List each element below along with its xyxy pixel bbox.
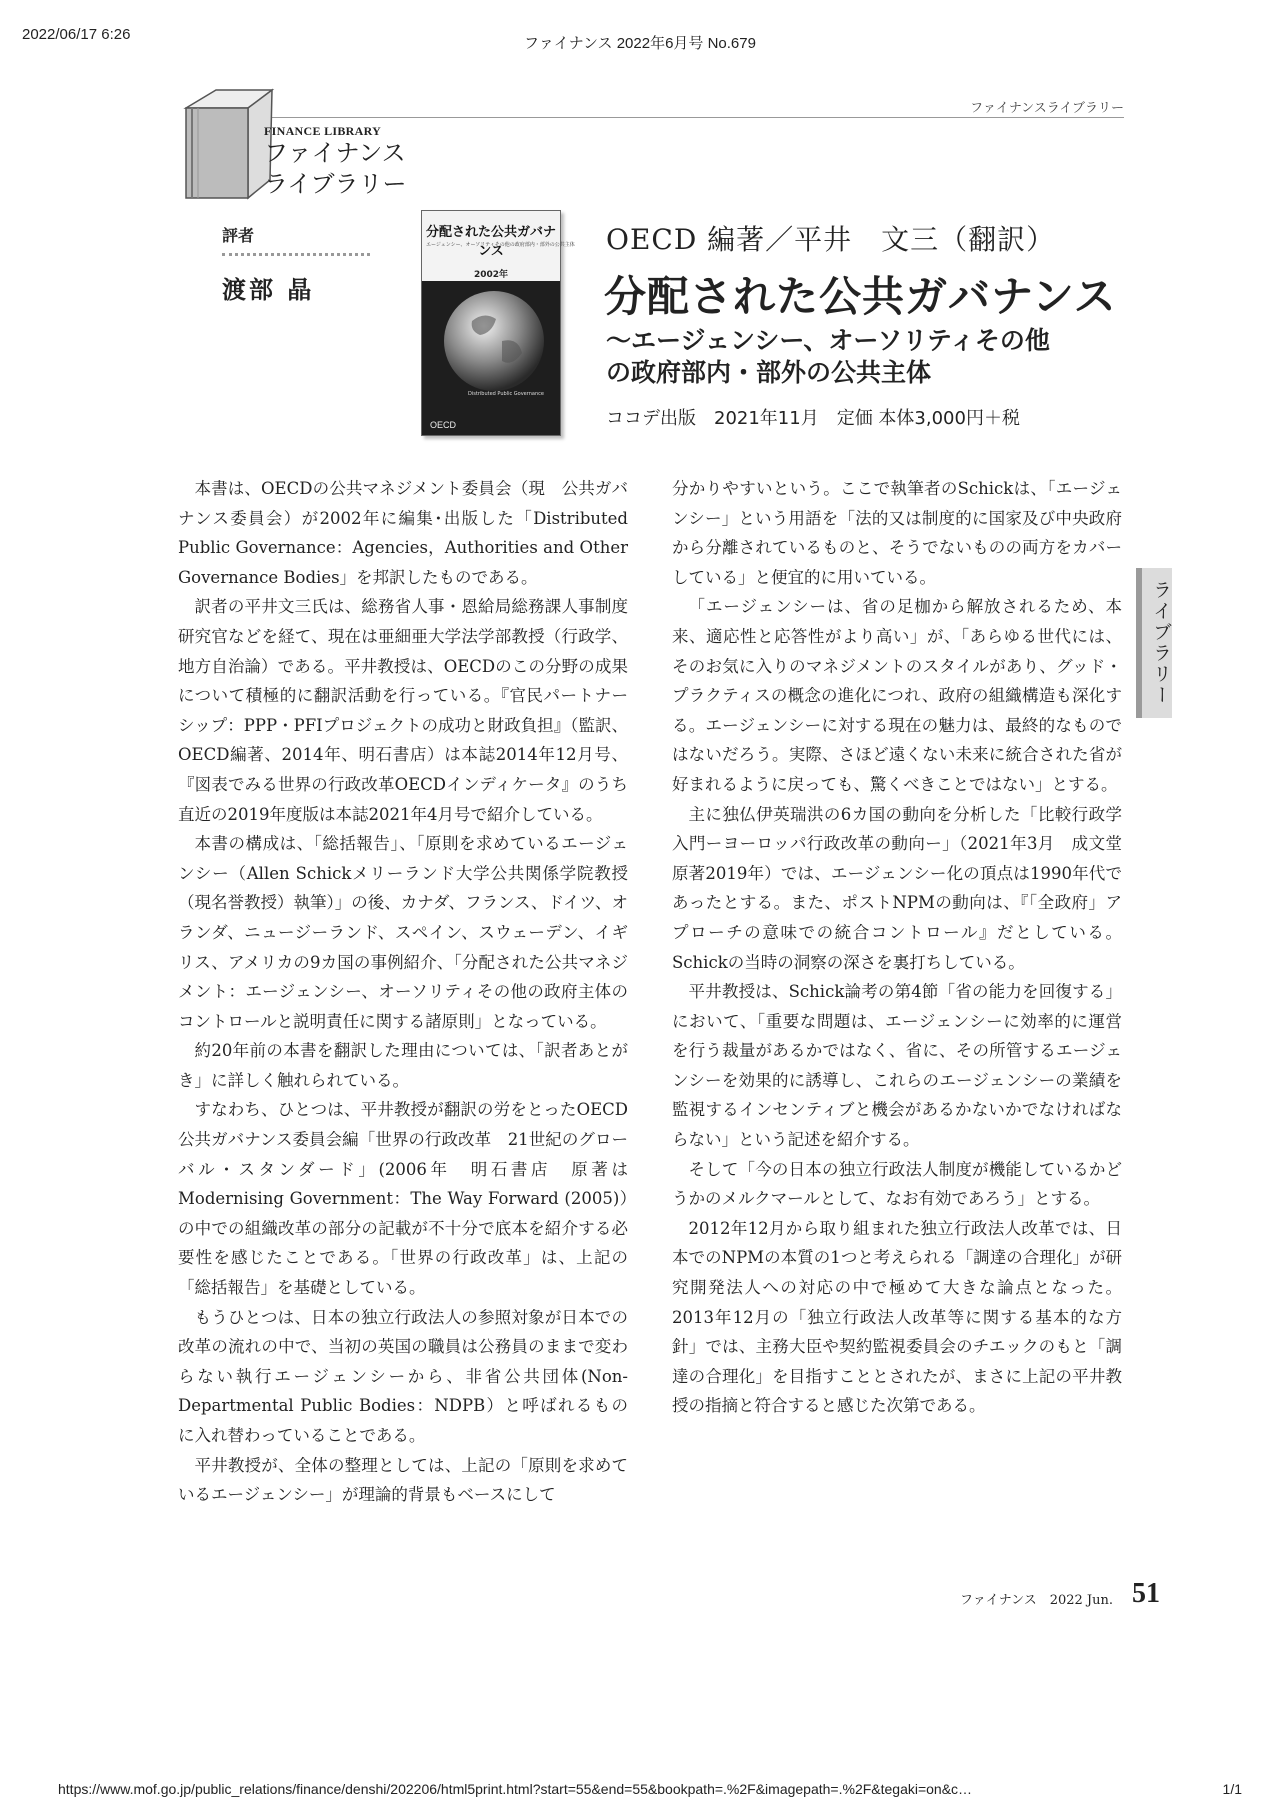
book-cover — [421, 210, 575, 436]
paragraph: 訳者の平井文三氏は、総務省人事・恩給局総務課人事制度研究官などを経て、現在は亜細亜大学法学部教授（行政学、地方自治論）である。平井教授は、OECDのこの分野の成果について積極的に翻訳活動を行っている。『官民パートナーシップ：PPP・PFIプロジェクトの成功と財政負担』（監訳、OECD編著、2014年、明石書店）は本誌2014年12月号、『図表でみる世界の行政改革OECDインディケータ』のうち直近の2019年度版は本誌2021年4月号で紹介している。 — [178, 597, 628, 824]
reviewer-name: 渡部 晶 — [222, 276, 315, 304]
paragraph: 主に独仏伊英瑞洪の6カ国の動向を分析した「比較行政学入門ーヨーロッパ行政改革の動向ー」（2021年3月 成文堂 原著2019年）では、エージェンシー化の頂点は1990年代であったとする。また、ポストNPMの動向は、『「全政府」アプローチの意味での統合コントロール』だとしている。Schickの当時の洞察の深さを裏打ちしている。 — [672, 804, 1139, 972]
section-label: ファイナンスライブラリー — [970, 101, 1124, 116]
print-url: https://www.mof.go.jp/public_relations/finance/denshi/202206/html5print.html?start=55&end=55&bookpath=.%2F&imagepath=.%2F&tegaki=on&c… — [58, 1781, 973, 1797]
cover-oecd-logo: OECD — [430, 420, 457, 430]
reviewer-divider — [222, 253, 370, 256]
folio-label: ファイナンス 2022 Jun. — [960, 1593, 1114, 1608]
cover-year: 2002年 — [473, 270, 509, 280]
review-body-right-column — [672, 474, 1139, 1421]
cover-subtitle: エージェンシー、オーソリティその他の政府部内・部外の公共主体 — [426, 242, 575, 248]
side-tab-library — [1136, 568, 1172, 718]
paragraph: 約20年前の本書を翻訳した理由については、「訳者あとがき」に詳しく触れられている。 — [178, 1041, 628, 1090]
book-subtitle — [606, 325, 1050, 389]
cover-globe-image — [422, 281, 560, 435]
print-page-count: 1/1 — [1222, 1781, 1242, 1797]
print-datetime: 2022/06/17 6:26 — [22, 26, 131, 43]
side-tab-label: ライブラリー — [1150, 580, 1172, 706]
book-author: OECD 編著／平井 文三（翻訳） — [606, 223, 1056, 256]
review-body-left-column — [178, 474, 628, 1510]
reviewer-label: 評者 — [222, 226, 255, 245]
paragraph: 分かりやすいという。ここで執筆者のSchickは、「エージェンシー」という用語を「法的又は制度的に国家及び中央政府から分離されているものと、そうでないものの両方をカバーしている」と便宜的に用いている。 — [672, 479, 1122, 587]
book-subtitle-line1: ～エージェンシー、オーソリティその他 — [606, 326, 1050, 355]
book-title: 分配された公共ガバナンス — [604, 272, 1117, 321]
paragraph: 平井教授は、Schick論考の第4節「省の能力を回復する」において、「重要な問題は、エージェンシーに効率的に運営を行う裁量があるかではなく、省に、その所管するエージェンシーを効果的に誘導し、これらのエージェンシーの業績を監視するインセンティブと機会があるかないかでなければならない」という記述を紹介する。 — [672, 982, 1122, 1150]
section-rule — [200, 117, 1124, 118]
globe-icon — [422, 281, 560, 435]
paragraph: 2012年12月から取り組まれた独立行政法人改革では、日本でのNPMの本質の1つと考えられる「調達の合理化」が研究開発法人への対応の中で極めて大きな論点となった。2013年12月の「独立行政法人改革等に関する基本的な方針」では、主務大臣や契約監視委員会のチエックのもと「調達の合理化」を目指すこととされたが、まさに上記の平井教授の指摘と符合すると感じた次第である。 — [672, 1218, 1122, 1416]
banner-jp-line1: ファイナンス — [264, 139, 406, 167]
paragraph: 平井教授が、全体の整理としては、上記の「原則を求めているエージェンシー」が理論的背景もベースにして — [178, 1455, 628, 1505]
paragraph: 本書は、OECDの公共マネジメント委員会（現 公共ガバナンス委員会）が2002年に編集･出版した「Distributed Public Governance：Agencies，Authorities and Other Governance Bodies」を邦訳したものである。 — [178, 479, 628, 587]
book-icon — [176, 86, 272, 204]
print-doc-title: ファイナンス 2022年6月号 No.679 — [524, 35, 756, 52]
paragraph: すなわち、ひとつは、平井教授が翻訳の労をとったOECD公共ガバナンス委員会編「世界の行政改革 21世紀のグローバル・スタンダード」(2006年 明石書店 原著はModernising Government：The Way Forward (2005)）の中での組織改革の部分の記載が不十分で底本を紹介する必要性を感じたことである。「世界の行政改革」は、上記の「総括報告」を基礎としている。 — [178, 1100, 628, 1298]
banner-en: FINANCE LIBRARY — [264, 124, 382, 138]
book-publisher-info: ココデ出版 2021年11月 定価 本体3,000円＋税 — [606, 408, 1020, 429]
book-subtitle-line2: の政府部内・部外の公共主体 — [606, 358, 932, 387]
cover-title: 分配された公共ガバナンス — [425, 225, 556, 259]
banner-jp-line2: ライブラリー — [264, 170, 407, 198]
banner-jp — [264, 138, 407, 200]
print-header — [0, 26, 1280, 50]
paragraph: そして「今の日本の独立行政法人制度が機能しているかどうかのメルクマールとして、なお有効であろう」とする。 — [672, 1159, 1122, 1209]
paragraph: 本書の構成は、「総括報告」、「原則を求めているエージェンシー（Allen Schickメリーランド大学公共関係学院教授（現名誉教授）執筆）」の後、カナダ、フランス、ドイツ、オランダ、ニュージーランド、スペイン、スウェーデン、イギリス、アメリカの9カ国の事例紹介、「分配された公共マネジメント：エージェンシー、オーソリティその他の政府主体のコントロールと説明責任に関する諸原則」となっている。 — [178, 834, 628, 1031]
cover-english-title: Distributed Public Governance — [468, 391, 544, 397]
paragraph: 「エージェンシーは、省の足枷から解放されるため、本来、適応性と応答性がより高い」が、「あらゆる世代には、そのお気に入りのマネジメントのスタイルがあり、グッド・プラクティスの概念の進化につれ、政府の組織構造も深化する。エージェンシーに対する現在の魅力は、最終的なものではないだろう。実際、さほど遠くない未来に統合された省が好まれるように戻っても、驚くべきことではない」とする。 — [672, 597, 1122, 794]
paragraph: もうひとつは、日本の独立行政法人の参照対象が日本での改革の流れの中で、当初の英国の職員は公務員のままで変わらない執行エージェンシーから、非省公共団体(Non-Departmental Public Bodies：NDPB）と呼ばれるものに入れ替わっていることである。 — [178, 1307, 628, 1445]
page-number: 51 — [1132, 1578, 1160, 1609]
